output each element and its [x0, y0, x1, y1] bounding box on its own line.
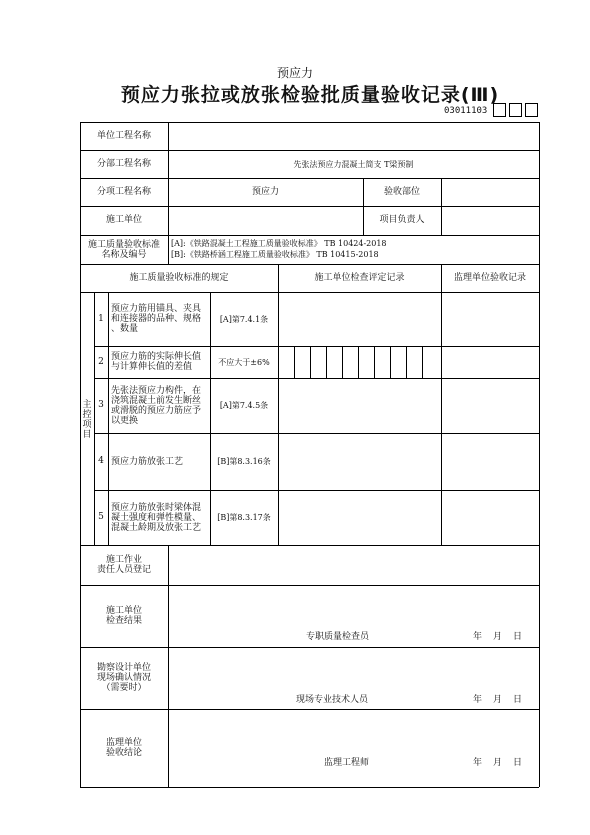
- supervision-engineer-label: 监理工程师: [324, 758, 370, 768]
- construction-result-label: 施工单位 检查结果: [105, 606, 142, 626]
- construction-unit-value[interactable]: [168, 206, 363, 235]
- sub-project-value[interactable]: 先张法预应力混凝土简支 T梁预制: [293, 159, 414, 169]
- inspection-part-value[interactable]: [441, 178, 539, 206]
- item-reference: [A]第7.4.1条: [219, 314, 269, 324]
- site-tech-label: 现场专业技术人员: [296, 695, 369, 705]
- item-description: 预应力筋放张工艺: [111, 456, 184, 467]
- item-description: 预应力筋的实际伸长值 与计算伸长值的差值: [111, 352, 202, 372]
- item-supervision-record[interactable]: [441, 378, 539, 433]
- item-inspection-record[interactable]: [278, 346, 441, 378]
- form-title: 预应力张拉或放张检验批质量验收记录(Ⅲ): [120, 84, 500, 106]
- project-manager-label: 项目负责人: [379, 215, 425, 225]
- month-2: 月: [493, 695, 503, 705]
- item-number: 4: [98, 456, 104, 466]
- sub-project-label: 分部工程名称: [96, 158, 151, 169]
- unit-project-label: 单位工程名称: [96, 130, 151, 141]
- day-2: 日: [513, 695, 523, 705]
- item-reference: [B]第8.3.17条: [217, 513, 271, 522]
- code-box-2[interactable]: [509, 103, 522, 117]
- item-project-label: 分项工程名称: [96, 186, 151, 197]
- item-project-value[interactable]: 预应力: [251, 186, 279, 197]
- item-inspection-record[interactable]: [278, 490, 441, 545]
- item-description: 预应力筋放张时梁体混 凝土强度和弹性模量、 混凝土龄期及放张工艺: [111, 502, 202, 533]
- form-code: 03011103: [444, 106, 488, 116]
- column-supervision: 监理单位验收记录: [453, 272, 526, 283]
- unit-project-value[interactable]: [168, 122, 539, 150]
- year-3: 年: [473, 758, 483, 768]
- standard-b: [B]:《铁路桥涵工程施工质量验收标准》 TB 10415-2018: [171, 249, 379, 259]
- month-1: 月: [493, 632, 503, 642]
- item-reference: [B]第8.3.16条: [217, 457, 271, 466]
- column-inspection: 施工单位检查评定记录: [314, 272, 405, 283]
- month-3: 月: [493, 758, 503, 768]
- item-inspection-record[interactable]: [278, 378, 441, 433]
- standard-label: 施工质量验收标准 名称及编号: [87, 239, 160, 260]
- code-box-3[interactable]: [525, 103, 538, 117]
- item-description: 先张法预应力构件，在 浇筑混凝土前发生断丝 或滑脱的预应力筋应予 以更换: [111, 385, 202, 426]
- item-supervision-record[interactable]: [441, 292, 539, 346]
- form-subtitle: 预应力: [276, 66, 313, 80]
- code-box-1[interactable]: [493, 103, 506, 117]
- item-number: 3: [98, 400, 104, 410]
- item-reference: [A]第7.4.5条: [219, 401, 269, 410]
- year-2: 年: [473, 695, 483, 705]
- item-number: 1: [98, 313, 104, 324]
- construction-unit-label: 施工单位: [105, 215, 142, 225]
- day-1: 日: [513, 632, 523, 642]
- column-spec: 施工质量验收标准的规定: [129, 272, 229, 283]
- item-supervision-record[interactable]: [441, 433, 539, 490]
- year-1: 年: [473, 632, 483, 642]
- item-number: 2: [98, 356, 104, 367]
- item-supervision-record[interactable]: [441, 346, 539, 378]
- inspection-part-label: 验收部位: [383, 186, 420, 197]
- standard-a: [A]:《铁路混凝土工程施工质量验收标准》 TB 10424-2018: [171, 238, 387, 248]
- item-inspection-record[interactable]: [278, 433, 441, 490]
- item-reference: 不应大于±6%: [218, 357, 270, 367]
- item-inspection-record[interactable]: [278, 292, 441, 346]
- item-supervision-record[interactable]: [441, 490, 539, 545]
- item-number: 5: [98, 512, 104, 522]
- main-control-label: 主控项目: [82, 400, 92, 440]
- day-3: 日: [513, 758, 523, 768]
- quality-inspector-label: 专职质量检查员: [306, 632, 370, 642]
- worker-register-value[interactable]: [168, 545, 539, 585]
- item-description: 预应力筋用锚具、夹具 和连接器的品种、规格 、数量: [111, 304, 202, 334]
- supervision-label: 监理单位 验收结论: [105, 738, 142, 758]
- project-manager-value[interactable]: [441, 206, 539, 235]
- survey-label: 勘察设计单位 现场确认情况 （需要时）: [96, 663, 151, 693]
- worker-register-label: 施工作业 责任人员登记: [96, 555, 151, 575]
